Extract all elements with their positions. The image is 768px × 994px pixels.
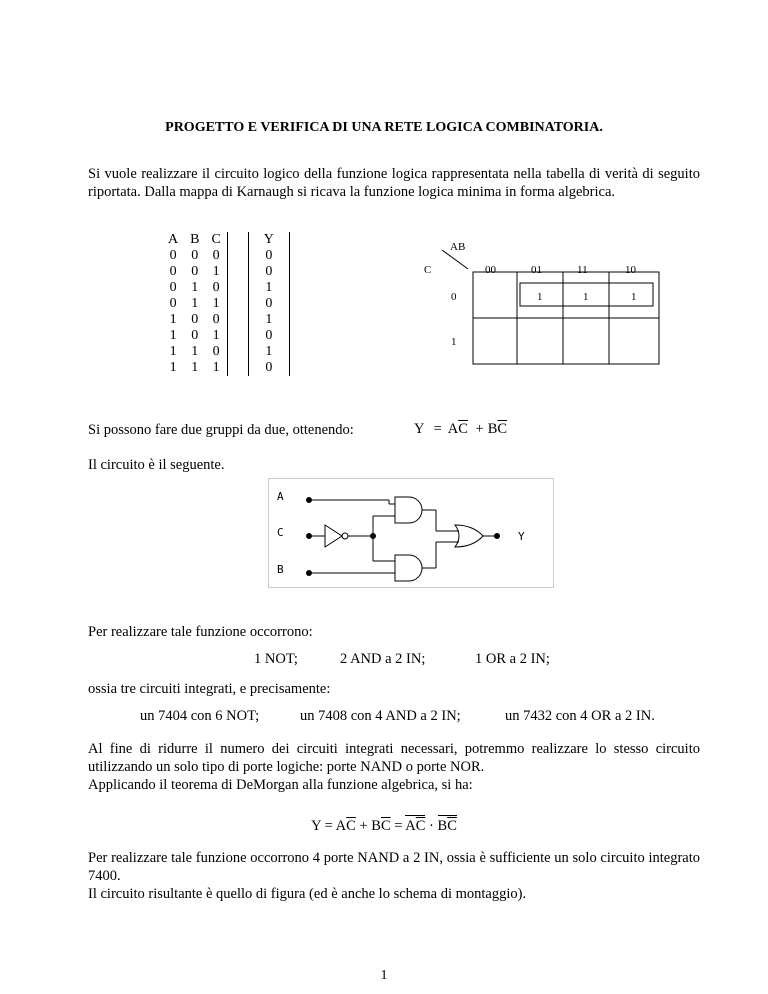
truth-table-cell: 1 [248,280,289,296]
truth-table-cell: 0 [205,280,227,296]
ic-item: un 7432 con 4 OR a 2 IN. [505,708,655,724]
kmap-col-var: AB [450,241,466,253]
karnaugh-map-grid [410,236,670,386]
kmap-row-label: 1 [451,336,457,348]
truth-table-cell: 1 [169,360,177,375]
truth-table-cell: 0 [169,264,177,279]
truth-table-cell: 0 [248,296,289,312]
kmap-row-var: C [424,264,432,276]
kmap-cell: 1 [583,291,589,303]
truth-table-cell: 1 [169,344,177,359]
circuit-output-y: Y [518,530,525,543]
formula-2-text: $Y = A\overline{C} + B\overline{C} = A\overline{C} \cdot B\overline{C}$ [311,815,457,834]
truth-table-cell: 1 [205,296,227,312]
kmap-col-label: 01 [531,264,542,276]
and-gate-bottom [395,555,422,581]
circuit-input-b: B [277,563,284,576]
truth-table-cell: 0 [248,248,289,264]
circuit-diagram [268,478,554,588]
truth-table-cell: 1 [191,280,199,295]
truth-table [162,232,290,376]
or-gate [455,525,483,547]
truth-table-cell: 0 [191,264,199,279]
truth-table-cell: 0 [205,248,227,264]
kmap-row-label: 0 [451,291,457,303]
truth-table-row [162,344,289,360]
truth-table-row [162,264,289,280]
truth-table-cell: 0 [191,312,199,327]
gate-item: 1 OR a 2 IN; [475,651,550,667]
and-gate-top [395,497,422,523]
page-title: PROGETTO E VERIFICA DI UNA RETE LOGICA COMBINATORIA. [165,120,603,135]
page-number: 1 [380,968,388,983]
nand-text: Per realizzare tale funzione occorrono 4 porte NAND a 2 IN, ossia è sufficiente un solo circuito integrato 7400. [88,850,700,884]
truth-table-cell: 0 [169,248,177,263]
truth-table-cell: 0 [248,328,289,344]
truth-table-cell: 1 [248,344,289,360]
intro-paragraph: Si vuole realizzare il circuito logico della funzione logica rappresentata nella tabella di verità di seguito riportata. Dalla mappa di Karnaugh si ricava la funzione logica minima in forma algebrica. [88,166,700,200]
ic-item: un 7404 con 6 NOT; [140,708,260,724]
reduce-text: Al fine di ridurre il numero dei circuiti integrati necessari, potremmo realizzare lo stesso circuito utilizzando un solo tipo di porte logiche: porte NAND o porte NOR. [88,741,700,775]
formula-2 [0,818,768,835]
gate-item: 2 AND a 2 IN; [340,651,426,667]
circuit-input-a: A [277,490,284,503]
truth-table-cell: 0 [191,248,199,263]
truth-table-header: Y [248,232,289,248]
truth-table-header: B [190,232,200,247]
circuit-svg [269,479,553,587]
kmap-col-label: 10 [625,264,636,276]
demorgan-text: Applicando il teorema di DeMorgan alla funzione algebrica, si ha: [88,777,473,793]
truth-table-cell: 1 [191,296,199,311]
truth-table-row [162,360,289,376]
truth-table-cell: 1 [205,360,227,376]
groups-text: Si possono fare due gruppi da due, ottenendo: [88,422,354,438]
truth-table-cell: 0 [248,360,289,376]
not-gate [325,525,342,547]
truth-table-row [162,248,289,264]
circuit-input-c: C [277,526,284,539]
circuit-intro: Il circuito è il seguente. [88,457,225,473]
truth-table-header: C [205,232,227,248]
karnaugh-map [410,236,670,386]
truth-table-cell: 0 [205,312,227,328]
truth-table-cell: 1 [169,328,177,343]
kmap-col-label: 11 [577,264,588,276]
truth-table-cell: 1 [169,312,177,327]
truth-table-cell: 1 [205,264,227,280]
truth-table-cell: 0 [169,280,177,295]
truth-table-cell: 1 [191,344,199,359]
truth-table-cell: 0 [169,296,177,311]
truth-table-row [162,312,289,328]
truth-table-header: A [168,232,179,247]
result-text: Il circuito risultante è quello di figura (ed è anche lo schema di montaggio). [88,886,527,902]
kmap-cell: 1 [631,291,637,303]
truth-table-row [162,280,289,296]
truth-table-cell: 1 [248,312,289,328]
needs-text: Per realizzare tale funzione occorrono: [88,624,313,640]
truth-table-cell: 1 [205,328,227,344]
truth-table-row [162,296,289,312]
kmap-col-label: 00 [485,264,496,276]
truth-table-row [162,328,289,344]
truth-table-cell: 0 [191,328,199,343]
ics-text: ossia tre circuiti integrati, e precisamente: [88,681,331,697]
gate-item: 1 NOT; [254,651,298,667]
formula-1: $Y = A\overline{C} + B\overline{C}$ [414,421,508,437]
ic-item: un 7408 con 4 AND a 2 IN; [300,708,461,724]
kmap-cell: 1 [537,291,543,303]
truth-table-cell: 0 [205,344,227,360]
truth-table-cell: 1 [191,360,199,375]
truth-table-cell: 0 [248,264,289,280]
